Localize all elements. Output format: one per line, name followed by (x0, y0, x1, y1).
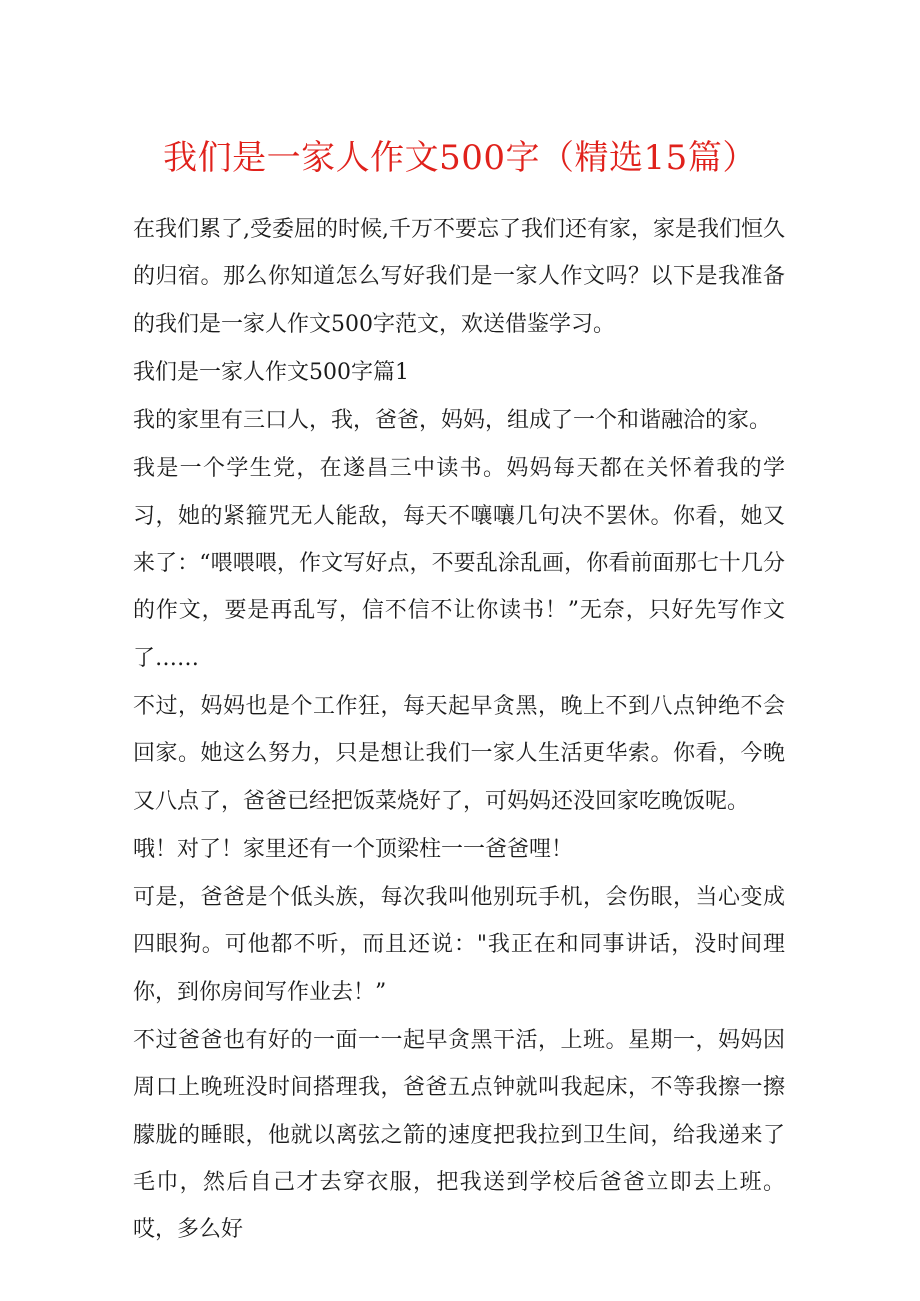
body-paragraph: 可是，爸爸是个低头族，每次我叫他别玩手机，会伤眼，当心变成四眼狗。可他都不听，而且还说："我正在和同事讲话，没时间理你，到你房间写作业去！” (133, 885, 785, 1005)
document-body (133, 206, 785, 1255)
body-paragraph: 我是一个学生党，在遂昌三中读书。妈妈每天都在关怀着我的学习，她的紧箍咒无人能敌，每天不嚷嚷几句决不罢休。你看，她又来了：“喂喂喂，作文写好点，不要乱涂乱画，你看前面那七十几分的作文，要是再乱写，信不信不让你读书！”无奈，只好先写作文了…… (133, 456, 785, 671)
body-paragraph: 不过，妈妈也是个工作狂，每天起早贪黑，晚上不到八点钟绝不会回家。她这么努力，只是想让我们一家人生活更华索。你看，今晚又八点了，爸爸已经把饭菜烧好了，可妈妈还没回家吃晚饭呢。 (133, 693, 785, 814)
document-title: 我们是一家人作文500字（精选15篇） (163, 138, 757, 178)
intro-paragraph: 在我们累了,受委屈的时候,千万不要忘了我们还有家，家是我们恒久的归宿。那么你知道怎么写好我们是一家人作文吗？以下是我准备的我们是一家人作文500字范文，欢送借鉴学习。 (133, 217, 785, 337)
body-paragraph: 我的家里有三口人，我，爸爸，妈妈，组成了一个和谐融洽的家。 (133, 408, 772, 434)
body-paragraph: 哦！对了！家里还有一个顶梁柱一一爸爸哩！ (133, 836, 574, 862)
body-paragraph: 不过爸爸也有好的一面一一起早贪黑干活，上班。星期一，妈妈因周口上晚班没时间搭理我，爸爸五点钟就叫我起床，不等我擦一擦朦胧的睡眼，他就以离弦之箭的速度把我拉到卫生间，给我递来了毛巾，然后自己才去穿衣服，把我送到学校后爸爸立即去上班。哎，多么好 (133, 1028, 785, 1243)
section-heading: 我们是一家人作文500字篇1 (133, 359, 409, 385)
